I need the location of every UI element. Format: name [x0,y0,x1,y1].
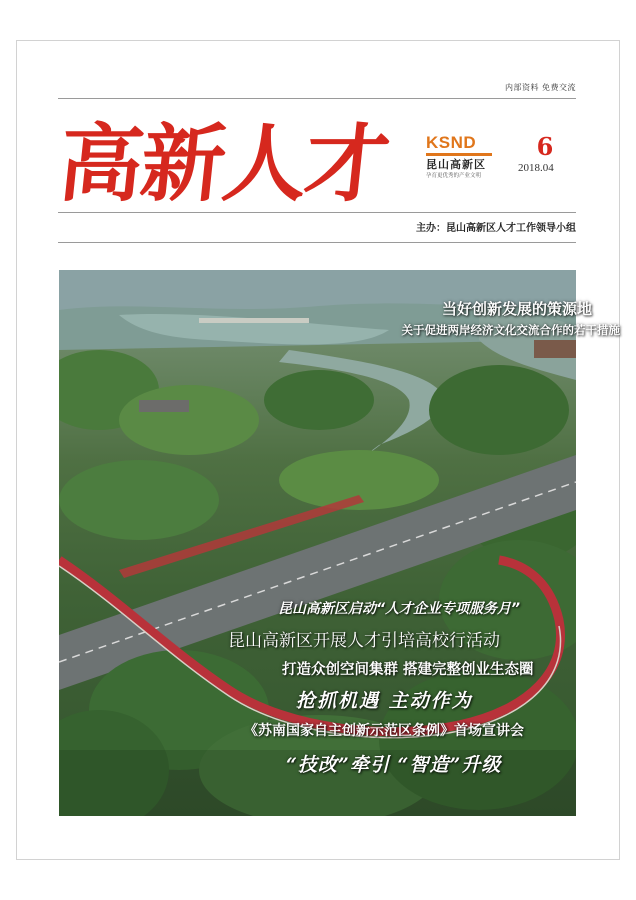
masthead-title: 高新人才 [54,113,393,213]
headline-5: 打造众创空间集群 搭建完整创业生态圈 [282,662,534,678]
logo-name: 昆山高新区 [426,158,486,171]
pavilion [139,400,189,412]
sponsor-line: 主办：昆山高新区人才工作领导小组 [416,223,576,234]
headline-6: 抢抓机遇 主动作为 [296,690,473,712]
headline-7: 《苏南国家自主创新示范区条例》首场宣讲会 [244,723,524,739]
arch-bridge [199,318,309,323]
headline-4: 昆山高新区开展人才引培高校行活动 [228,631,500,651]
sponsor-divider [58,242,576,243]
logo-brand: KSND [426,133,477,152]
issue-date: 2018.04 [518,162,554,174]
masthead-divider [58,212,576,213]
logo-slogan: 孕育更优秀的产业文明 [426,173,482,179]
headline-2: 关于促进两岸经济文化交流合作的若干措施 [401,323,620,337]
building-right [534,340,576,358]
issue-number: 6 [536,132,554,161]
headline-1: 当好创新发展的策源地 [441,300,592,318]
distribution-note: 内部资料 免费交流 [504,83,576,92]
ksnd-logo [426,134,502,181]
headline-3: 昆山高新区启动“人才企业专项服务月” [278,601,521,617]
headline-8: “技改”牵引 “智造”升级 [286,754,502,776]
logo-underline [426,153,492,156]
